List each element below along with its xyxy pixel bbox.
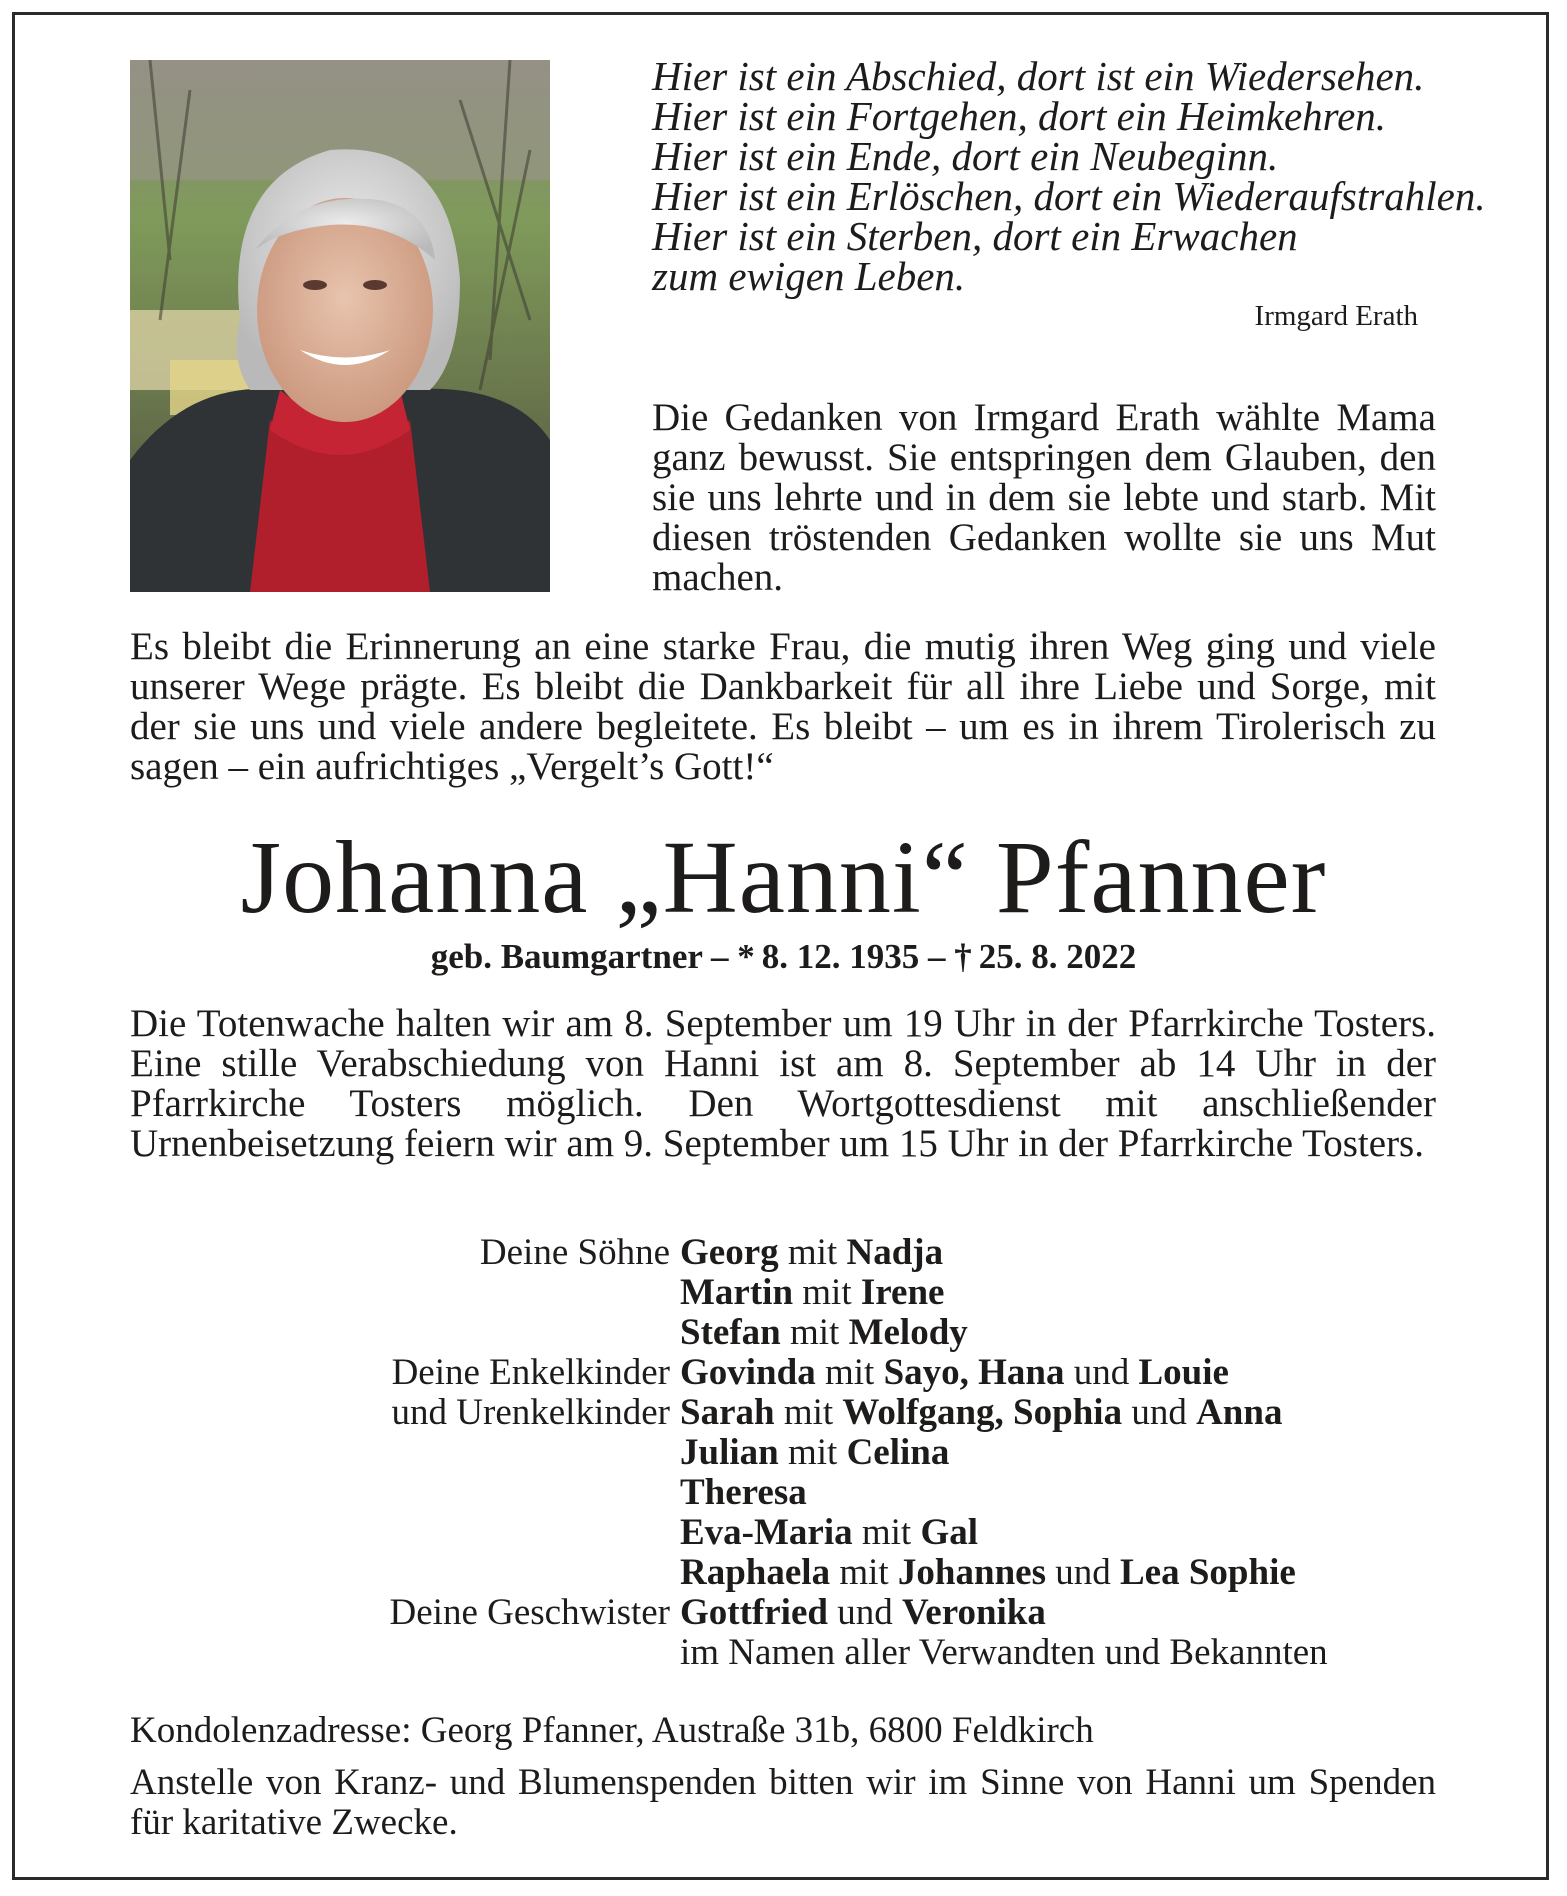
person-name: Theresa [680, 1472, 807, 1513]
family-row [130, 1513, 1450, 1553]
birth-name: geb. Baumgartner [430, 937, 703, 976]
person-name: Eva-Maria [680, 1512, 853, 1553]
role-label: Deine Enkelkinder [391, 1352, 670, 1393]
birth-date: 8. 12. 1935 [761, 937, 920, 976]
deceased-name: Johanna „Hanni“ Pfanner [240, 820, 1327, 935]
poem-note: Die Gedanken von Irmgard Erath wählte Mama ganz bewusst. Sie entspringen dem Glauben, den sie uns lehrte und in dem sie lebte und starb. Mit diesen tröstenden Gedanken wollte sie uns Mut machen. [652, 396, 1436, 599]
connector: mit [861, 1512, 912, 1553]
connector: und [1073, 1352, 1130, 1393]
person-name: Veronika [901, 1592, 1046, 1633]
connector: mit [787, 1432, 838, 1473]
family-row [130, 1393, 1450, 1433]
family-row [130, 1353, 1450, 1393]
role-label: Deine Söhne [479, 1232, 670, 1273]
person-name: Julian [680, 1432, 779, 1473]
person-name: Wolfgang, Sophia [842, 1392, 1123, 1433]
separator: – † [928, 937, 979, 976]
role-label: und Urenkelkinder [391, 1392, 670, 1433]
role-label: Deine Geschwister [389, 1592, 670, 1633]
person-name: Nadja [846, 1232, 944, 1273]
person-name: Johannes [897, 1552, 1046, 1593]
person-name: Gal [920, 1512, 979, 1553]
person-name: Govinda [680, 1352, 816, 1393]
person-name: Sarah [680, 1392, 775, 1433]
condolence-address: Kondolenzadresse: Georg Pfanner, Austraße 31b, 6800 Feldkirch [130, 1710, 1094, 1751]
connector: und [1055, 1552, 1111, 1593]
family-row [130, 1593, 1450, 1633]
memory-paragraph: Es bleibt die Erinnerung an eine starke Frau, die mutig ihren Weg ging und viele unserer Wege prägte. Es bleibt die Dankbarkeit für all ihre Liebe und Sorge, mit der sie uns und viele andere begleitete. Es bleibt – um es in ihrem Tirolerisch zu sagen – ein aufrichtiges „Vergelt’s Gott!“ [130, 625, 1436, 788]
poem-line: Hier ist ein Sterben, dort ein Erwachen [652, 213, 1298, 259]
person-name: Sayo, Hana [883, 1352, 1065, 1393]
person-name: Martin [680, 1272, 794, 1313]
connector: mit [802, 1272, 852, 1313]
deceased-details [0, 937, 1567, 977]
connector: mit [839, 1552, 889, 1593]
family-row [130, 1313, 1450, 1353]
portrait-photo [130, 60, 550, 592]
person-name: Anna [1196, 1392, 1283, 1433]
person-name: Gottfried [680, 1592, 828, 1633]
family-row [130, 1473, 1450, 1513]
person-name: Irene [860, 1272, 945, 1313]
poem-line: Hier ist ein Fortgehen, dort ein Heimkehren. [652, 93, 1387, 139]
family-row [130, 1433, 1450, 1473]
person-name: Lea Sophie [1119, 1552, 1296, 1593]
person-name: Melody [848, 1312, 968, 1353]
death-date: 25. 8. 2022 [978, 937, 1137, 976]
family-list [130, 1233, 1450, 1673]
family-row [130, 1233, 1450, 1273]
connector: mit [783, 1392, 834, 1433]
person-name: Celina [846, 1432, 950, 1473]
connector: mit [824, 1352, 875, 1393]
person-name: Stefan [680, 1312, 781, 1353]
closing-line: im Namen aller Verwandten und Bekannten [680, 1632, 1328, 1673]
family-row [130, 1273, 1450, 1313]
poem-line: Hier ist ein Abschied, dort ist ein Wiedersehen. [652, 53, 1425, 99]
service-paragraph: Die Totenwache halten wir am 8. September um 19 Uhr in der Pfarrkirche Tosters. Eine stille Verabschiedung von Hanni ist am 8. September ab 14 Uhr in der Pfarrkirche Tosters möglich. Den Wortgottesdienst mit anschließender Urnenbeisetzung feiern wir am 9. September um 15 Uhr in der Pfarrkirche Tosters. [130, 1002, 1436, 1165]
connector: und [1131, 1392, 1187, 1433]
person-name: Louie [1138, 1352, 1229, 1393]
person-name: Georg [680, 1232, 779, 1273]
poem-line: Hier ist ein Erlöschen, dort ein Wiederaufstrahlen. [652, 173, 1486, 219]
family-row [130, 1553, 1450, 1593]
connector: mit [787, 1232, 838, 1273]
family-row [130, 1633, 1450, 1673]
connector: mit [789, 1312, 840, 1353]
separator: – * [711, 937, 762, 976]
poem-author: Irmgard Erath [1254, 300, 1418, 332]
connector: und [837, 1592, 893, 1633]
donation-note: Anstelle von Kranz- und Blumenspenden bitten wir im Sinne von Hanni um Spenden für karitative Zwecke. [130, 1762, 1436, 1843]
person-name: Raphaela [680, 1552, 831, 1593]
poem-line: Hier ist ein Ende, dort ein Neubeginn. [652, 133, 1279, 179]
poem [652, 53, 1486, 299]
poem-line: zum ewigen Leben. [652, 253, 966, 299]
